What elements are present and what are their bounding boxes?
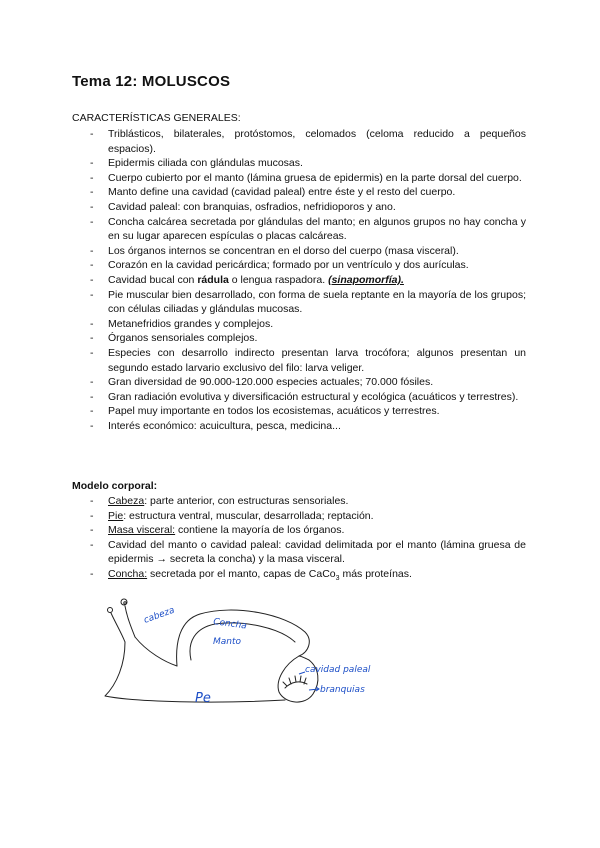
list-item: - Órganos sensoriales complejos. bbox=[88, 331, 526, 346]
list-item: - Papel muy importante en todos los ecosistemas, acuáticos y terrestres. bbox=[88, 404, 526, 419]
list-item: - Cuerpo cubierto por el manto (lámina gruesa de epidermis) en la parte dorsal del cuerpo. bbox=[88, 171, 526, 186]
right-arrow-icon: → bbox=[156, 553, 167, 566]
list-item: - Los órganos internos se concentran en el dorso del cuerpo (masa visceral). bbox=[88, 244, 526, 259]
body-outline bbox=[135, 637, 177, 666]
term-cabeza: Cabeza bbox=[108, 495, 145, 507]
term-pie: Pie bbox=[108, 509, 124, 522]
term-description: contiene la mayoría de los órganos. bbox=[175, 524, 345, 537]
list-item: - Gran diversidad de 90.000-120.000 especies actuales; 70.000 fósiles. bbox=[88, 375, 526, 390]
list-item: - Pie muscular bien desarrollado, con forma de suela reptante en la mayoría de los grupos; con células ciliadas y glándulas mucosas. bbox=[88, 288, 526, 317]
body-model-heading: Modelo corporal: bbox=[72, 480, 158, 492]
list-item: - Corazón en la cavidad pericárdica; formado por un ventrículo y dos aurículas. bbox=[88, 258, 526, 273]
list-item bbox=[88, 523, 526, 538]
list-item: - Especies con desarrollo indirecto presentan larva trocófora; algunos presentan un segundo estado larvario exclusivo del filo: larva veliger. bbox=[88, 346, 526, 375]
list-item: - Interés económico: acuicultura, pesca, medicina... bbox=[88, 419, 526, 434]
eye-icon bbox=[108, 608, 113, 613]
tentacle-line bbox=[125, 606, 135, 637]
list-item: - Epidermis ciliada con glándulas mucosas. bbox=[88, 156, 526, 171]
list-item: - Triblásticos, bilaterales, protóstomos, celomados (celoma reducido a pequeños espacios). bbox=[88, 127, 526, 156]
cavity-text-end: secreta la concha) y la masa visceral. bbox=[166, 553, 345, 566]
term-description: secretada por el manto, capas de CaCo bbox=[147, 567, 336, 580]
gill-outline bbox=[285, 682, 307, 688]
list-item: - Gran radiación evolutiva y diversificación estructural y ecológica (acuáticos y terrestres). bbox=[88, 390, 526, 405]
mollusc-sketch bbox=[95, 592, 415, 722]
radula-text-before: Cavidad bucal con bbox=[108, 273, 198, 286]
body-model-list bbox=[88, 494, 526, 587]
synapomorphy-note: (sinapomorfía). bbox=[328, 273, 404, 286]
term-masa-visceral: Masa visceral: bbox=[108, 524, 176, 537]
list-item-radula bbox=[88, 273, 526, 288]
list-item bbox=[88, 494, 526, 509]
label-branquias: branquias bbox=[320, 685, 365, 695]
subscript-3: 3 bbox=[335, 575, 340, 583]
term-description-end: más proteínas. bbox=[339, 567, 412, 580]
list-item: - Cavidad paleal: con branquias, osfradios, nefridioporos y ano. bbox=[88, 200, 526, 215]
list-item bbox=[88, 509, 526, 524]
term-description: : estructura ventral, muscular, desarrollada; reptación. bbox=[123, 509, 374, 522]
list-item: - Metanefridios grandes y complejos. bbox=[88, 317, 526, 332]
page-title: Tema 12: MOLUSCOS bbox=[72, 73, 231, 90]
label-pie: Pe bbox=[195, 691, 211, 706]
radula-text-after: o lengua raspadora. bbox=[228, 273, 329, 286]
list-item: - Manto define una cavidad (cavidad paleal) entre éste y el resto del cuerpo. bbox=[88, 185, 526, 200]
gill-lamellae bbox=[283, 676, 306, 686]
cavity-text: Cavidad del manto o cavidad paleal: cavidad delimitada por el manto (lámina gruesa de epidermis bbox=[108, 538, 526, 566]
term-description: : parte anterior, con estructuras sensoriales. bbox=[144, 495, 349, 507]
list-item bbox=[88, 567, 526, 587]
pallial-cavity-outline bbox=[278, 656, 318, 702]
term-concha: Concha: bbox=[108, 567, 148, 580]
general-characteristics-list bbox=[88, 127, 526, 433]
radula-term: rádula bbox=[197, 273, 229, 286]
list-item: - Concha calcárea secretada por glándulas del manto; en algunos grupos no hay concha y en su lugar aparecen espículas o placas calcáreas. bbox=[88, 215, 526, 244]
tentacle-line bbox=[111, 613, 125, 642]
label-cavidad-paleal: cavidad paleal bbox=[305, 665, 371, 675]
general-characteristics-heading: CARACTERÍSTICAS GENERALES: bbox=[72, 112, 241, 124]
label-concha: Concha bbox=[212, 617, 248, 632]
label-manto: Manto bbox=[213, 637, 242, 647]
label-cabeza: cabeza bbox=[142, 605, 177, 626]
list-item bbox=[88, 538, 526, 567]
